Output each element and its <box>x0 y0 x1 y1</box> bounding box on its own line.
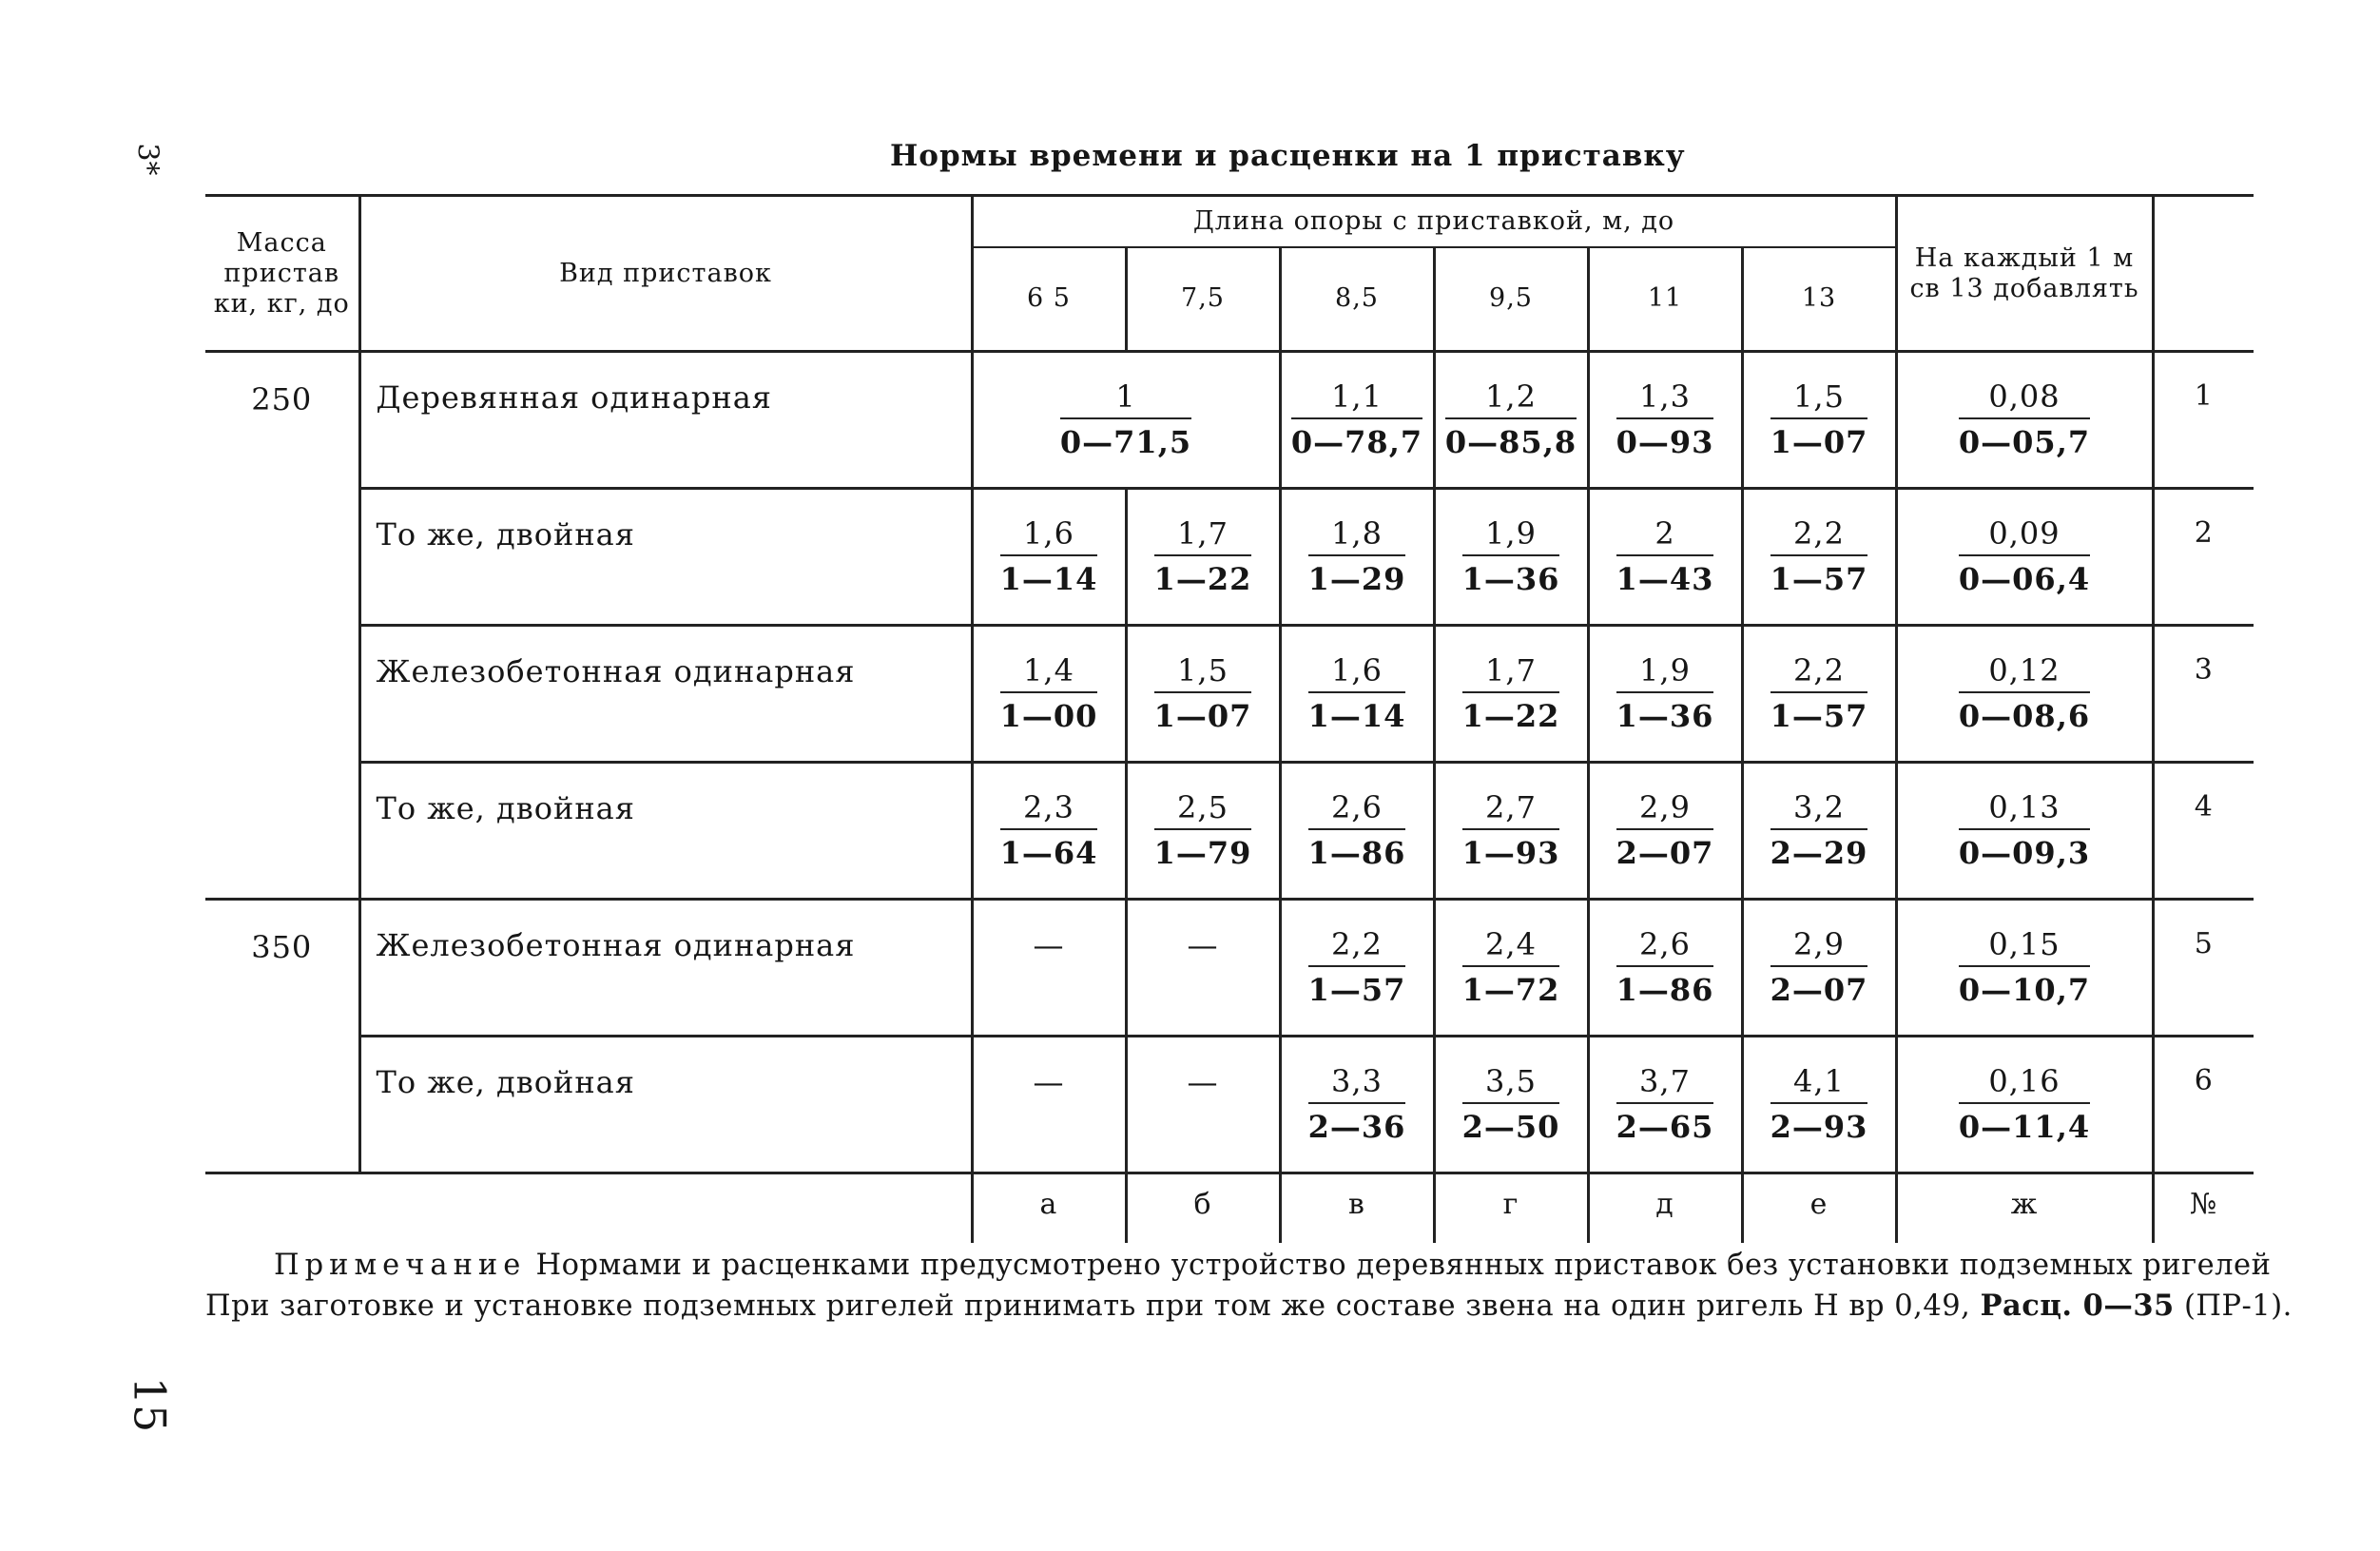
header-length-1: 6 5 <box>972 247 1126 352</box>
value-cell <box>972 626 1126 763</box>
norm-value: 1,8 <box>1308 516 1406 556</box>
norm-value: 1,6 <box>1000 516 1098 556</box>
value-cell <box>1280 489 1434 626</box>
header-length-2: 7,5 <box>1126 247 1280 352</box>
rate-value: 0—08,6 <box>1958 698 2091 734</box>
column-letter: а <box>972 1173 1126 1244</box>
type-cell: То же, двойная <box>359 1037 972 1173</box>
rate-value: 1—86 <box>1307 835 1406 871</box>
rate-value: 1—29 <box>1307 561 1406 597</box>
norm-value: 0,15 <box>1959 927 2090 967</box>
extra-cell <box>1896 352 2153 489</box>
rate-value: 2—36 <box>1307 1109 1406 1145</box>
value-cell <box>1588 489 1742 626</box>
rate-value: 0—93 <box>1616 424 1714 460</box>
row-number: 5 <box>2153 900 2254 1037</box>
rate-value: 0—05,7 <box>1958 424 2091 460</box>
blank-cell <box>359 1173 972 1244</box>
value-cell <box>1280 352 1434 489</box>
value-cell <box>1280 900 1434 1037</box>
rate-value: 0—06,4 <box>1958 561 2091 597</box>
norm-value: 1,5 <box>1770 379 1868 419</box>
rate-value: 1—14 <box>1307 698 1406 734</box>
value-cell <box>1588 900 1742 1037</box>
value-cell <box>1588 352 1742 489</box>
norm-value: 1,3 <box>1616 379 1714 419</box>
footnote-text-3: (ПР-1). <box>2183 1289 2293 1323</box>
value-cell <box>1280 1037 1434 1173</box>
norm-value: 3,7 <box>1616 1064 1714 1104</box>
rate-value: 1—72 <box>1461 972 1560 1008</box>
rate-value: 2—07 <box>1770 972 1868 1008</box>
header-length-6: 13 <box>1742 247 1896 352</box>
rate-value: 1—14 <box>999 561 1098 597</box>
rate-value: 1—64 <box>999 835 1098 871</box>
rate-value: 0—10,7 <box>1958 972 2091 1008</box>
rate-value: 1—57 <box>1770 698 1868 734</box>
norm-value: 2,7 <box>1462 790 1560 830</box>
rate-value: 1—79 <box>1153 835 1252 871</box>
page-number: 15 <box>124 1376 176 1433</box>
norm-value: 1,2 <box>1445 379 1577 419</box>
value-cell-empty <box>972 1037 1126 1173</box>
blank-cell <box>205 1173 359 1244</box>
value-cell <box>1588 1037 1742 1173</box>
norm-value: 3,2 <box>1770 790 1868 830</box>
norm-value: 2,5 <box>1154 790 1252 830</box>
norm-value: 1,9 <box>1616 653 1714 693</box>
norm-value: 1,1 <box>1291 379 1422 419</box>
value-cell <box>1742 900 1896 1037</box>
norm-value: 0,16 <box>1959 1064 2090 1104</box>
norm-value: 2 <box>1616 516 1714 556</box>
rate-value: 0—09,3 <box>1958 835 2091 871</box>
rate-value: 2—93 <box>1770 1109 1868 1145</box>
norm-value: 0,13 <box>1959 790 2090 830</box>
value-cell <box>1126 763 1280 900</box>
rate-value: 2—29 <box>1770 835 1868 871</box>
extra-cell <box>1896 489 2153 626</box>
norms-table <box>205 194 2254 1243</box>
norm-value: 2,4 <box>1462 927 1560 967</box>
norm-value: 2,3 <box>1000 790 1098 830</box>
norm-value: 2,9 <box>1616 790 1714 830</box>
rate-value: 1—93 <box>1461 835 1560 871</box>
rate-value: 1—57 <box>1770 561 1868 597</box>
row-number: 2 <box>2153 489 2254 626</box>
table-title: Нормы времени и расценки на 1 приставку <box>890 139 1686 173</box>
value-cell <box>1742 1037 1896 1173</box>
row-number: 6 <box>2153 1037 2254 1173</box>
row-number: 4 <box>2153 763 2254 900</box>
extra-cell <box>1896 763 2153 900</box>
dash-mark: — <box>1187 927 1219 963</box>
type-cell: То же, двойная <box>359 763 972 900</box>
rate-value: 0—78,7 <box>1290 424 1423 460</box>
value-cell <box>1434 352 1588 489</box>
table-row <box>205 1037 2254 1173</box>
value-cell <box>1434 1037 1588 1173</box>
table-row <box>205 489 2254 626</box>
column-letter: г <box>1434 1173 1588 1244</box>
norm-value: 3,3 <box>1308 1064 1406 1104</box>
value-cell <box>1742 352 1896 489</box>
norm-value: 2,2 <box>1308 927 1406 967</box>
table-row <box>205 900 2254 1037</box>
column-letter: б <box>1126 1173 1280 1244</box>
norm-value: 2,2 <box>1770 516 1868 556</box>
norm-value: 2,9 <box>1770 927 1868 967</box>
footnote-line-2 <box>205 1286 2293 1327</box>
footnote-rate: Расц. 0—35 <box>1980 1289 2175 1323</box>
mass-cell: 250 <box>205 352 359 900</box>
rate-value: 1—00 <box>999 698 1098 734</box>
value-cell <box>972 489 1126 626</box>
rate-value: 1—43 <box>1616 561 1714 597</box>
value-cell <box>972 763 1126 900</box>
value-cell <box>1280 763 1434 900</box>
row-number: 1 <box>2153 352 2254 489</box>
value-cell <box>1742 626 1896 763</box>
rate-value: 1—36 <box>1461 561 1560 597</box>
value-cell <box>1434 900 1588 1037</box>
rate-value: 1—36 <box>1616 698 1714 734</box>
rate-value: 1—22 <box>1461 698 1560 734</box>
value-cell <box>1126 626 1280 763</box>
header-type: Вид приставок <box>359 196 972 352</box>
column-letter: в <box>1280 1173 1434 1244</box>
norm-value: 1,7 <box>1462 653 1560 693</box>
footnote-line-1 <box>205 1246 2293 1286</box>
value-cell-empty <box>1126 1037 1280 1173</box>
footnote-text-1: Нормами и расценками предусмотрено устройство деревянных приставок без установки подземных ригелей <box>535 1249 2272 1282</box>
header-length-3: 8,5 <box>1280 247 1434 352</box>
rate-value: 0—11,4 <box>1958 1109 2091 1145</box>
value-cell-merged <box>972 352 1280 489</box>
header-length-4: 9,5 <box>1434 247 1588 352</box>
value-cell <box>1588 626 1742 763</box>
rate-value: 0—71,5 <box>1059 424 1192 460</box>
mass-cell: 350 <box>205 900 359 1173</box>
norm-value: 1,6 <box>1308 653 1406 693</box>
extra-cell <box>1896 1037 2153 1173</box>
header-length-group: Длина опоры с приставкой, м, до <box>972 196 1896 247</box>
header-row-number <box>2153 196 2254 352</box>
rate-value: 1—07 <box>1153 698 1252 734</box>
value-cell-empty <box>972 900 1126 1037</box>
footnote <box>205 1246 2293 1327</box>
rate-value: 1—22 <box>1153 561 1252 597</box>
extra-cell <box>1896 900 2153 1037</box>
extra-cell <box>1896 626 2153 763</box>
type-cell: То же, двойная <box>359 489 972 626</box>
norm-value: 2,2 <box>1770 653 1868 693</box>
dash-mark: — <box>1033 1064 1065 1100</box>
norm-value: 1,9 <box>1462 516 1560 556</box>
row-number: 3 <box>2153 626 2254 763</box>
rate-value: 1—57 <box>1307 972 1406 1008</box>
header-extra: На каждый 1 м св 13 добавлять <box>1896 196 2153 352</box>
value-cell <box>1742 489 1896 626</box>
norm-value: 0,12 <box>1959 653 2090 693</box>
norm-value: 0,08 <box>1959 379 2090 419</box>
norm-value: 1,7 <box>1154 516 1252 556</box>
value-cell <box>1126 489 1280 626</box>
column-letter: ж <box>1896 1173 2153 1244</box>
type-cell: Железобетонная одинарная <box>359 626 972 763</box>
rate-value: 2—65 <box>1616 1109 1714 1145</box>
norm-value: 1 <box>1060 379 1191 419</box>
type-cell: Железобетонная одинарная <box>359 900 972 1037</box>
value-cell <box>1434 763 1588 900</box>
signature-mark: 3* <box>130 143 164 176</box>
norm-value: 2,6 <box>1308 790 1406 830</box>
rate-value: 0—85,8 <box>1444 424 1577 460</box>
value-cell <box>1742 763 1896 900</box>
value-cell <box>1434 489 1588 626</box>
norm-value: 4,1 <box>1770 1064 1868 1104</box>
dash-mark: — <box>1033 927 1065 963</box>
norm-value: 0,09 <box>1959 516 2090 556</box>
value-cell <box>1434 626 1588 763</box>
norm-value: 2,6 <box>1616 927 1714 967</box>
table-row <box>205 626 2254 763</box>
norm-value: 1,4 <box>1000 653 1098 693</box>
column-letter-number: № <box>2190 1188 2218 1221</box>
rate-value: 2—07 <box>1616 835 1714 871</box>
rate-value: 1—86 <box>1616 972 1714 1008</box>
norm-value: 1,5 <box>1154 653 1252 693</box>
header-mass: Масса пристав ки, кг, до <box>205 196 359 352</box>
column-letter: е <box>1742 1173 1896 1244</box>
rate-value: 2—50 <box>1461 1109 1560 1145</box>
table-row <box>205 763 2254 900</box>
column-letters-row <box>205 1173 2254 1244</box>
header-length-5: 11 <box>1588 247 1742 352</box>
column-letter: д <box>1588 1173 1742 1244</box>
footnote-text-2: При заготовке и установке подземных ригелей принимать при том же составе звена на один ригель Н вр 0,49, <box>205 1289 1971 1323</box>
footnote-label: Примечание <box>274 1249 527 1282</box>
value-cell-empty <box>1126 900 1280 1037</box>
value-cell <box>1280 626 1434 763</box>
value-cell <box>1588 763 1742 900</box>
table-row <box>205 352 2254 489</box>
type-cell: Деревянная одинарная <box>359 352 972 489</box>
dash-mark: — <box>1187 1064 1219 1100</box>
norm-value: 3,5 <box>1462 1064 1560 1104</box>
rate-value: 1—07 <box>1770 424 1868 460</box>
